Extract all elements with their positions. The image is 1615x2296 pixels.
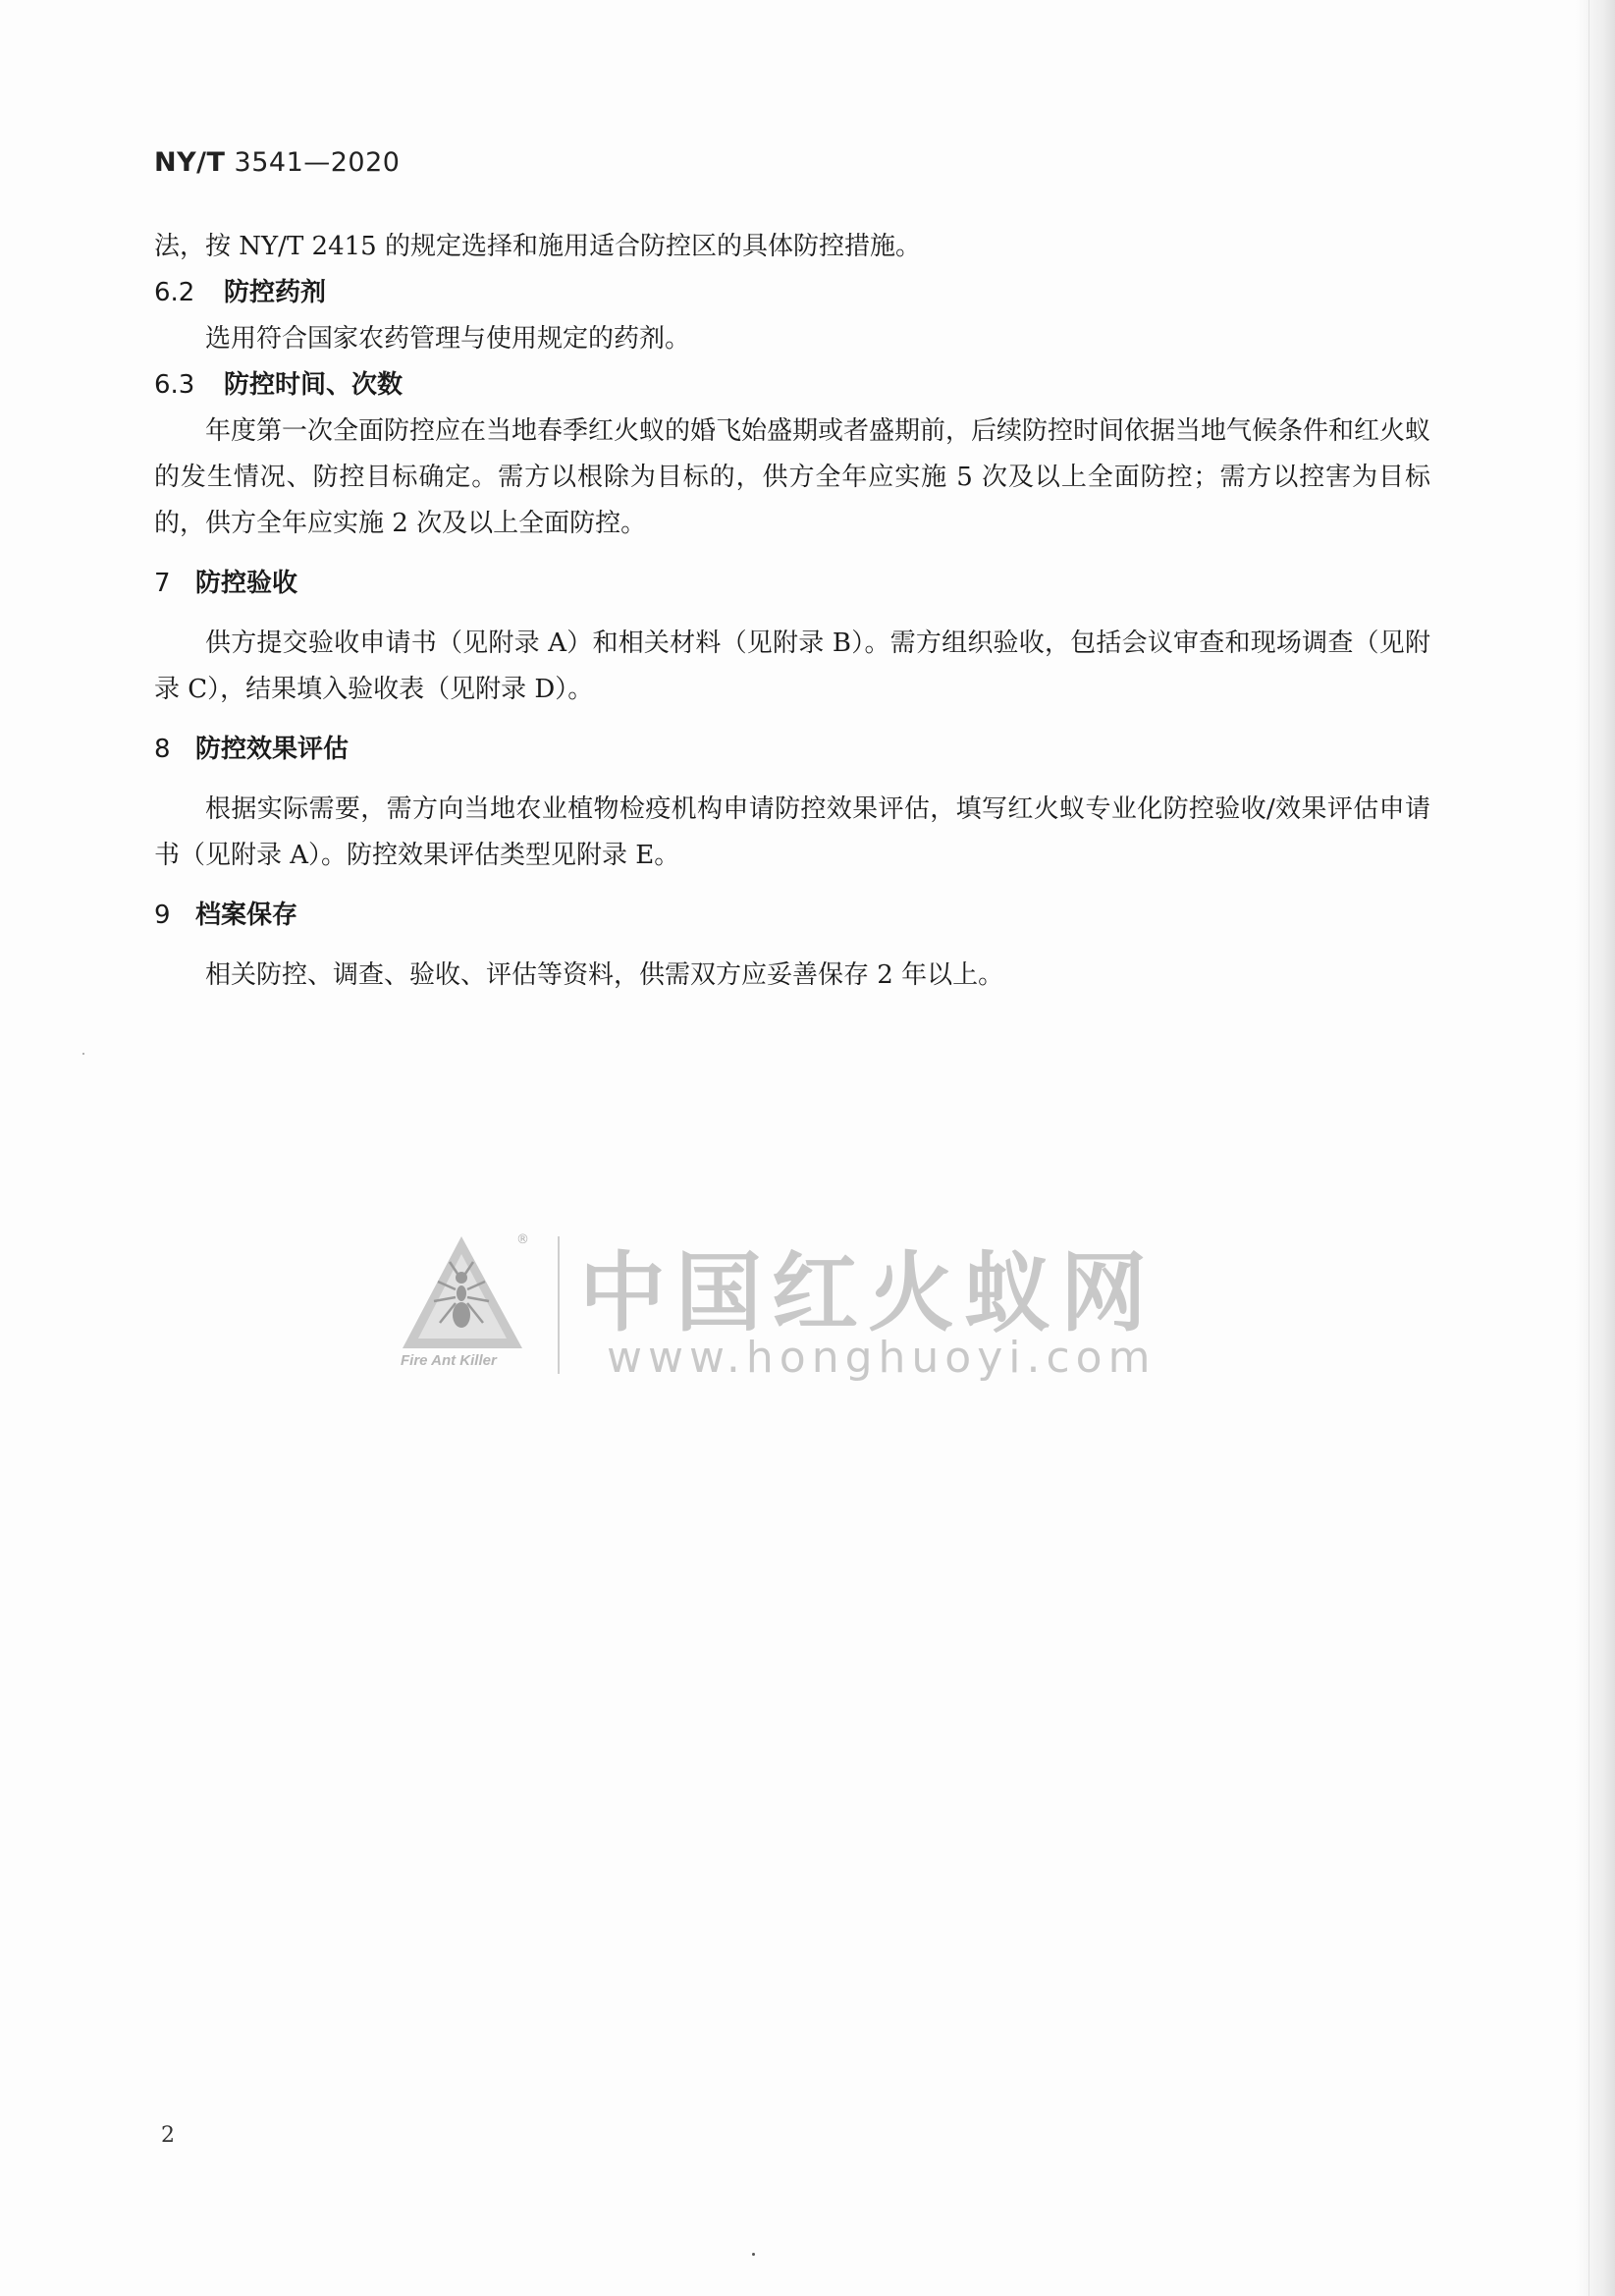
watermark-url: www.honghuoyi.com [607, 1333, 1157, 1383]
scan-speck [752, 2253, 755, 2256]
watermark-divider [558, 1236, 560, 1374]
section-number: 7 [154, 569, 171, 598]
watermark-title: 中国红火蚁网 [579, 1242, 1157, 1343]
section-number: 8 [154, 735, 171, 764]
scan-speck [82, 1053, 84, 1055]
section-9-heading [154, 893, 1430, 939]
section-title: 防控验收 [195, 569, 298, 598]
section-7-heading [154, 561, 1430, 607]
watermark [401, 1232, 1225, 1394]
section-title: 防控时间、次数 [224, 370, 404, 400]
section-8-text: 根据实际需要，需方向当地农业植物检疫机构申请防控效果评估，填写红火蚁专业化防控验收/效果评估申请书（见附录 A）。防控效果评估类型见附录 E。 [154, 794, 1430, 870]
scan-edge-shadow [1576, 0, 1615, 2296]
section-6-2-text: 选用符合国家农药管理与使用规定的药剂。 [205, 324, 691, 354]
standard-code-number: 3541—2020 [234, 147, 401, 178]
watermark-brand: Fire Ant Killer [401, 1352, 497, 1369]
section-7-text: 供方提交验收申请书（见附录 A）和相关材料（见附录 B）。需方组织验收，包括会议审查和现场调查（见附录 C），结果填入验收表（见附录 D）。 [154, 629, 1430, 704]
section-6-3-text: 年度第一次全面防控应在当地春季红火蚁的婚飞始盛期或者盛期前，后续防控时间依据当地气候条件和红火蚁的发生情况、防控目标确定。需方以根除为目标的，供方全年应实施 5 次及以上全面防控；需方以控害为目标的，供方全年应实施 2 次及以上全面防控。 [154, 416, 1431, 538]
section-number: 6.2 [154, 278, 195, 307]
section-number: 9 [154, 901, 171, 930]
section-6-3-heading [154, 362, 1430, 409]
section-title: 防控效果评估 [195, 735, 350, 764]
standard-code-prefix: NY/T [154, 147, 226, 178]
section-6-2-heading [154, 270, 1430, 316]
registered-mark: ® [516, 1232, 529, 1247]
scan-edge-line [1588, 0, 1589, 2296]
fire-ant-logo-icon [401, 1232, 528, 1355]
section-title: 防控药剂 [224, 278, 327, 307]
section-8-heading [154, 727, 1430, 773]
standard-code-header [154, 147, 400, 178]
section-title: 档案保存 [195, 901, 298, 930]
page-number: 2 [161, 2123, 175, 2148]
section-9-text: 相关防控、调查、验收、评估等资料，供需双方应妥善保存 2 年以上。 [205, 960, 1004, 990]
document-body [154, 224, 1430, 999]
continuation-paragraph: 法，按 NY/T 2415 的规定选择和施用适合防控区的具体防控措施。 [154, 232, 921, 261]
section-number: 6.3 [154, 370, 195, 400]
